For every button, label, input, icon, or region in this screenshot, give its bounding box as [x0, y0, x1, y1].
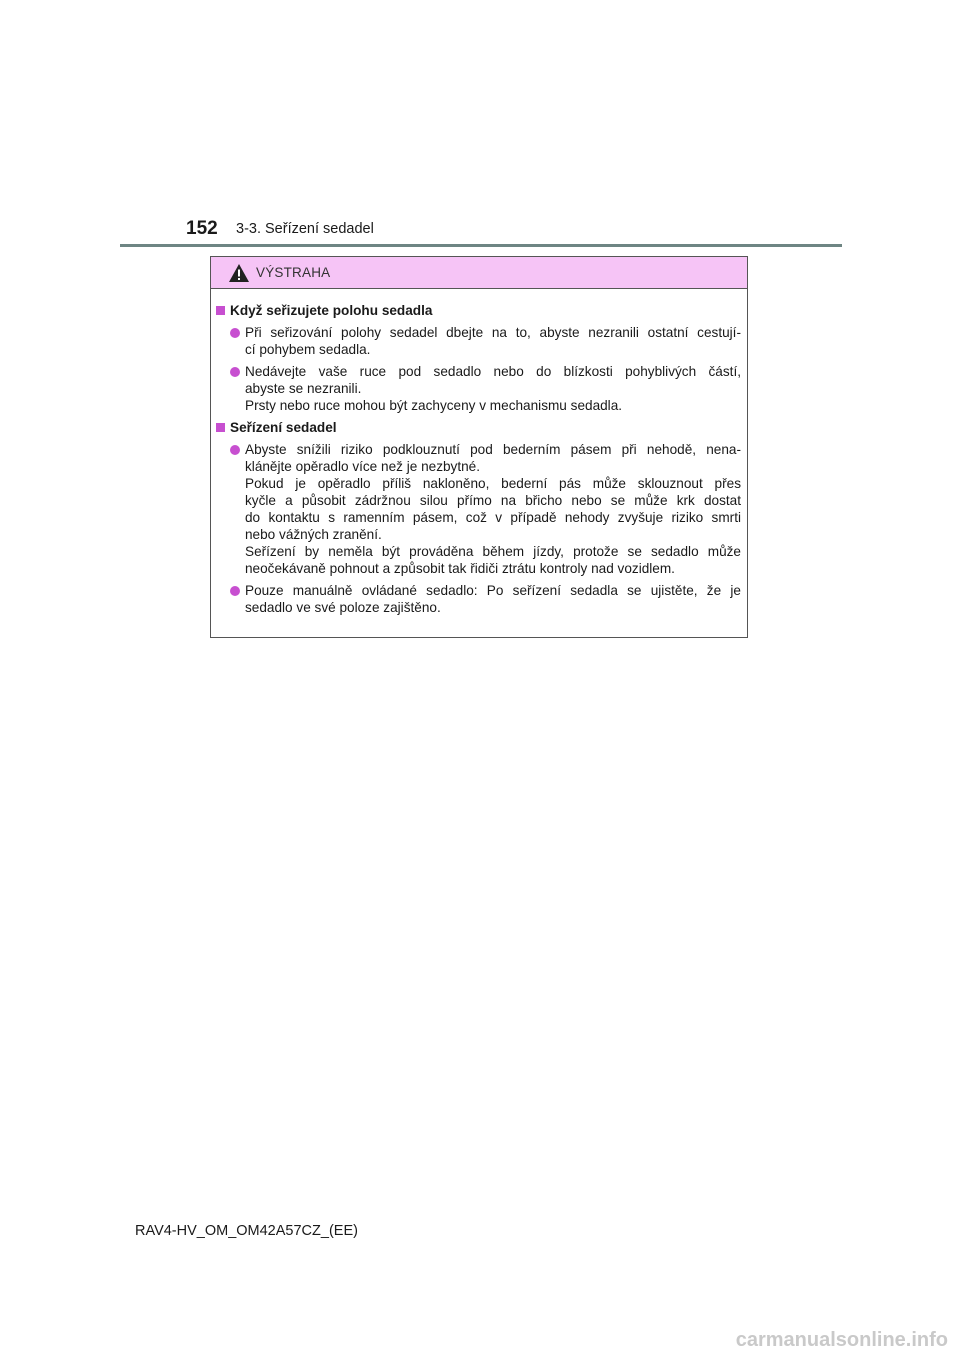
- text-line: nebo vážných zranění.: [245, 527, 382, 542]
- bullet-text: [245, 441, 741, 577]
- dot-bullet-icon: [230, 328, 240, 338]
- bullet-text: [245, 582, 741, 616]
- section-heading-text: Seřízení sedadel: [230, 420, 337, 435]
- page-number: 152: [186, 218, 218, 239]
- document-code: RAV4-HV_OM_OM42A57CZ_(EE): [135, 1223, 358, 1239]
- dot-bullet-icon: [230, 367, 240, 377]
- dot-bullet-icon: [230, 586, 240, 596]
- text-line: kyčle a působit zádržnou silou přímo na břicho nebo se může krk dostat: [245, 493, 741, 508]
- text-line: Prsty nebo ruce mohou být zachyceny v mechanismu sedadla.: [245, 398, 623, 413]
- warning-triangle-icon: [228, 263, 250, 283]
- text-line: klánějte opěradlo více než je nezbytné.: [245, 459, 481, 474]
- watermark: carmanualsonline.info: [735, 1329, 948, 1351]
- section-heading-text: Když seřizujete polohu sedadla: [230, 303, 433, 318]
- warning-box: [210, 256, 748, 638]
- warning-header: [211, 257, 747, 289]
- text-line: Nedávejte vaše ruce pod sedadlo nebo do blízkosti pohyblivých částí,: [245, 364, 741, 379]
- bullet-item: [230, 441, 741, 577]
- text-line: cí pohybem sedadla.: [245, 342, 371, 357]
- bullet-text: [245, 324, 741, 358]
- text-line: Při seřizování polohy sedadel dbejte na to, abyste nezranili ostatní cestují-: [245, 325, 741, 340]
- warning-section: [216, 419, 741, 616]
- section-heading: [216, 419, 741, 437]
- square-bullet-icon: [216, 306, 225, 315]
- bullet-text: [245, 363, 741, 414]
- warning-body: [211, 289, 747, 616]
- bullet-item: [230, 324, 741, 358]
- bullet-item: [230, 582, 741, 616]
- text-line: Pouze manuálně ovládané sedadlo: Po seřízení sedadla se ujistěte, že je: [245, 583, 741, 598]
- text-line: sedadlo ve své poloze zajištěno.: [245, 600, 441, 615]
- section-title: 3-3. Seřízení sedadel: [236, 221, 374, 237]
- text-line: Abyste snížili riziko podklouznutí pod bederním pásem při nehodě, nena-: [245, 442, 741, 457]
- text-line: Seřízení by neměla být prováděna během jízdy, protože se sedadlo může: [245, 544, 741, 559]
- square-bullet-icon: [216, 423, 225, 432]
- text-line: Pokud je opěradlo příliš nakloněno, bederní pás může sklouznout přes: [245, 476, 741, 491]
- text-line: neočekávaně pohnout a způsobit tak řidiči ztrátu kontroly nad vozidlem.: [245, 561, 675, 576]
- warning-title: VÝSTRAHA: [256, 265, 331, 280]
- warning-section: [216, 302, 741, 414]
- section-heading: [216, 302, 741, 320]
- text-line: do kontaktu s ramenním pásem, což v případě nehody zvyšuje riziko smrti: [245, 510, 741, 525]
- text-line: abyste se nezranili.: [245, 381, 362, 396]
- header-rule: [120, 244, 842, 247]
- bullet-item: [230, 363, 741, 414]
- dot-bullet-icon: [230, 445, 240, 455]
